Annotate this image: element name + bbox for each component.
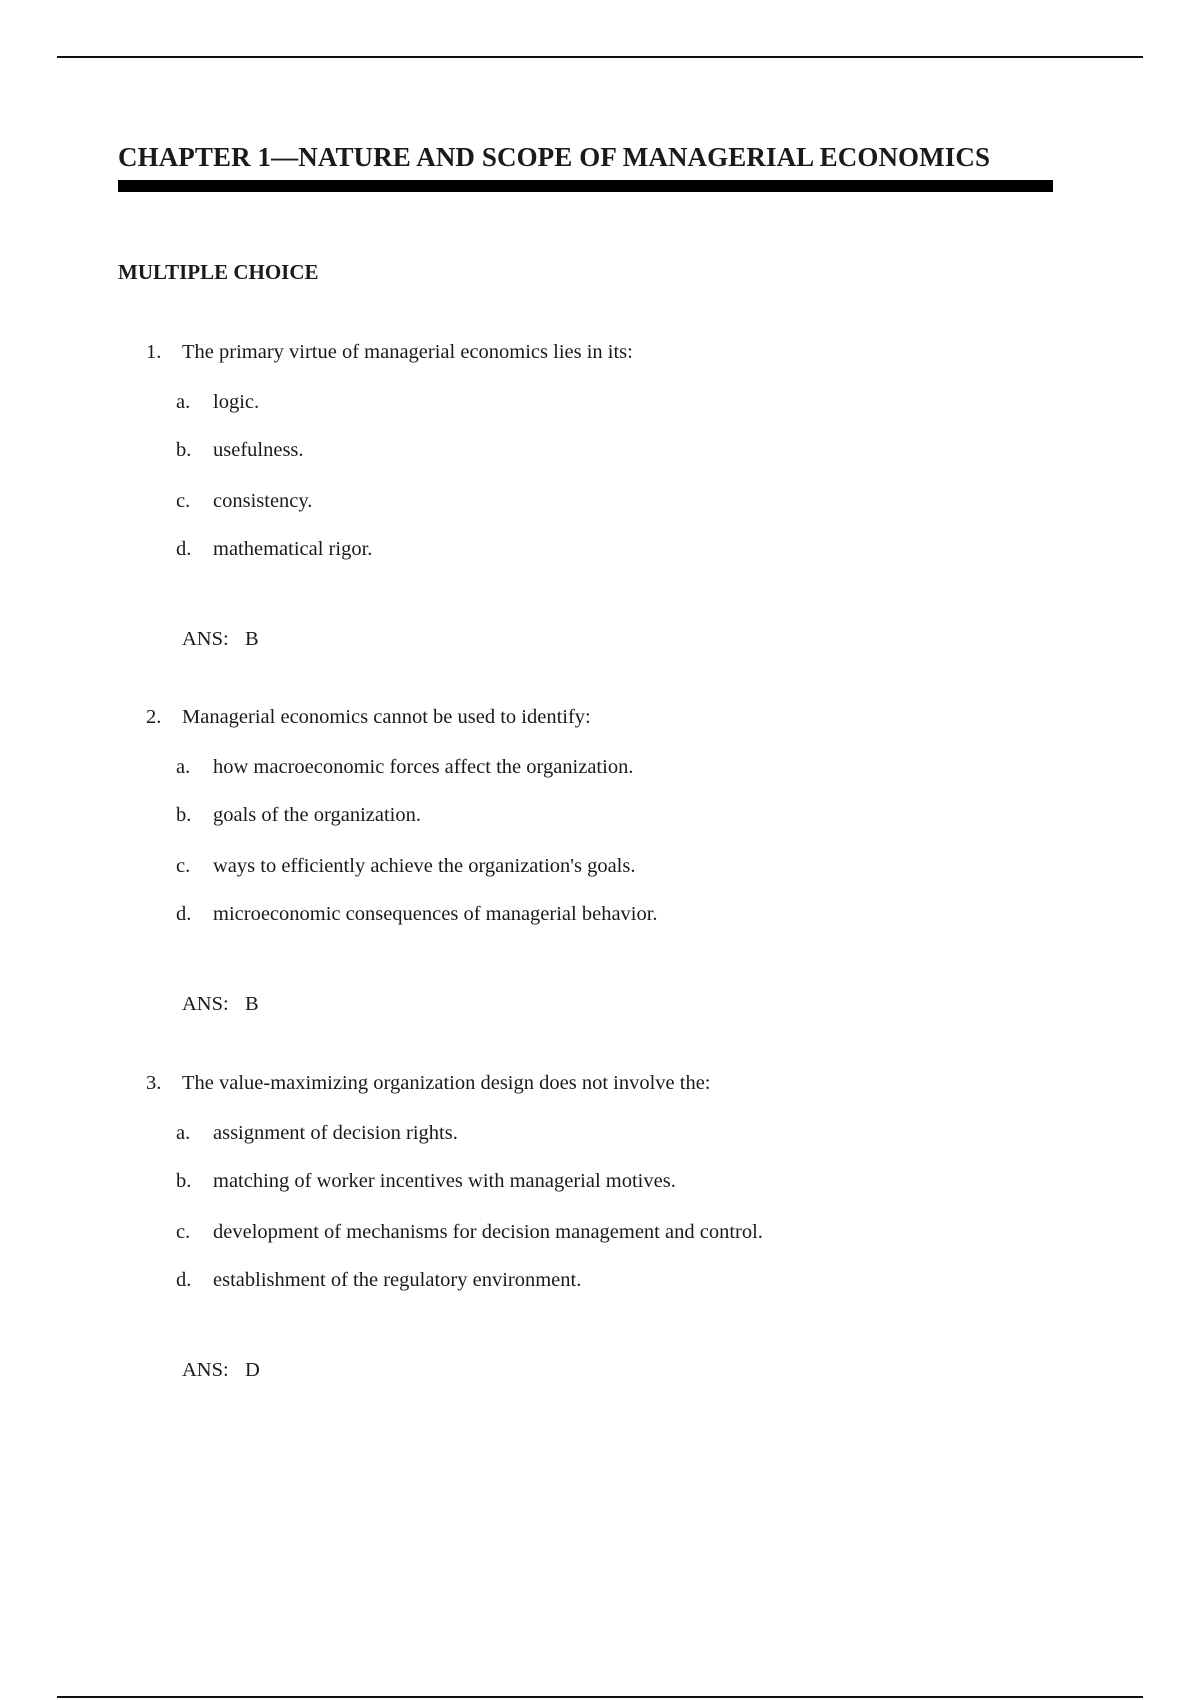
section-heading: MULTIPLE CHOICE xyxy=(118,260,319,284)
answer-label: ANS: xyxy=(182,1359,229,1381)
option-letter: c. xyxy=(176,490,191,512)
bottom-rule xyxy=(57,1696,1143,1698)
question-text: The value-maximizing organization design does not involve the: xyxy=(182,1072,711,1094)
option-c xyxy=(176,855,635,878)
option-text: consistency. xyxy=(213,490,313,512)
option-letter: d. xyxy=(176,903,192,925)
option-b xyxy=(176,1170,676,1193)
option-text: ways to efficiently achieve the organization's goals. xyxy=(213,855,636,877)
option-text: goals of the organization. xyxy=(213,804,421,826)
top-rule xyxy=(57,56,1143,58)
answer-value: B xyxy=(245,628,259,650)
option-letter: c. xyxy=(176,1221,191,1243)
option-letter: a. xyxy=(176,756,191,778)
option-a xyxy=(176,391,259,414)
chapter-title: CHAPTER 1—NATURE AND SCOPE OF MANAGERIAL ECONOMICS xyxy=(118,142,991,172)
option-letter: c. xyxy=(176,855,191,877)
option-letter: b. xyxy=(176,439,192,461)
option-letter: d. xyxy=(176,538,192,560)
option-c xyxy=(176,490,312,513)
answer-label: ANS: xyxy=(182,628,229,650)
question-number: 2. xyxy=(146,706,162,728)
option-d xyxy=(176,538,372,561)
answer-line xyxy=(182,993,259,1016)
question-text: Managerial economics cannot be used to identify: xyxy=(182,706,591,728)
answer-line xyxy=(182,1359,260,1382)
option-text: establishment of the regulatory environment. xyxy=(213,1269,582,1291)
option-letter: b. xyxy=(176,804,192,826)
chapter-title-underline xyxy=(118,180,1053,192)
option-a xyxy=(176,1122,458,1145)
question-number: 3. xyxy=(146,1072,162,1094)
option-d xyxy=(176,1269,581,1292)
option-d xyxy=(176,903,658,926)
question-number: 1. xyxy=(146,341,162,363)
option-letter: a. xyxy=(176,1122,191,1144)
answer-label: ANS: xyxy=(182,993,229,1015)
question-text: The primary virtue of managerial economics lies in its: xyxy=(182,341,633,363)
option-a xyxy=(176,756,633,779)
option-b xyxy=(176,804,421,827)
answer-value: B xyxy=(245,993,259,1015)
question-3 xyxy=(0,1072,1200,1392)
option-letter: b. xyxy=(176,1170,192,1192)
option-text: microeconomic consequences of managerial behavior. xyxy=(213,903,658,925)
option-text: mathematical rigor. xyxy=(213,538,373,560)
option-b xyxy=(176,439,304,462)
option-text: development of mechanisms for decision management and control. xyxy=(213,1221,763,1243)
option-letter: a. xyxy=(176,391,191,413)
answer-line xyxy=(182,628,259,651)
answer-value: D xyxy=(245,1359,260,1381)
option-c xyxy=(176,1221,763,1244)
question-stem xyxy=(146,706,591,729)
question-1 xyxy=(0,341,1200,661)
question-stem xyxy=(146,341,633,364)
option-text: assignment of decision rights. xyxy=(213,1122,458,1144)
option-text: how macroeconomic forces affect the organization. xyxy=(213,756,634,778)
option-letter: d. xyxy=(176,1269,192,1291)
option-text: usefulness. xyxy=(213,439,304,461)
question-2 xyxy=(0,706,1200,1026)
question-stem xyxy=(146,1072,711,1095)
option-text: logic. xyxy=(213,391,260,413)
option-text: matching of worker incentives with managerial motives. xyxy=(213,1170,676,1192)
